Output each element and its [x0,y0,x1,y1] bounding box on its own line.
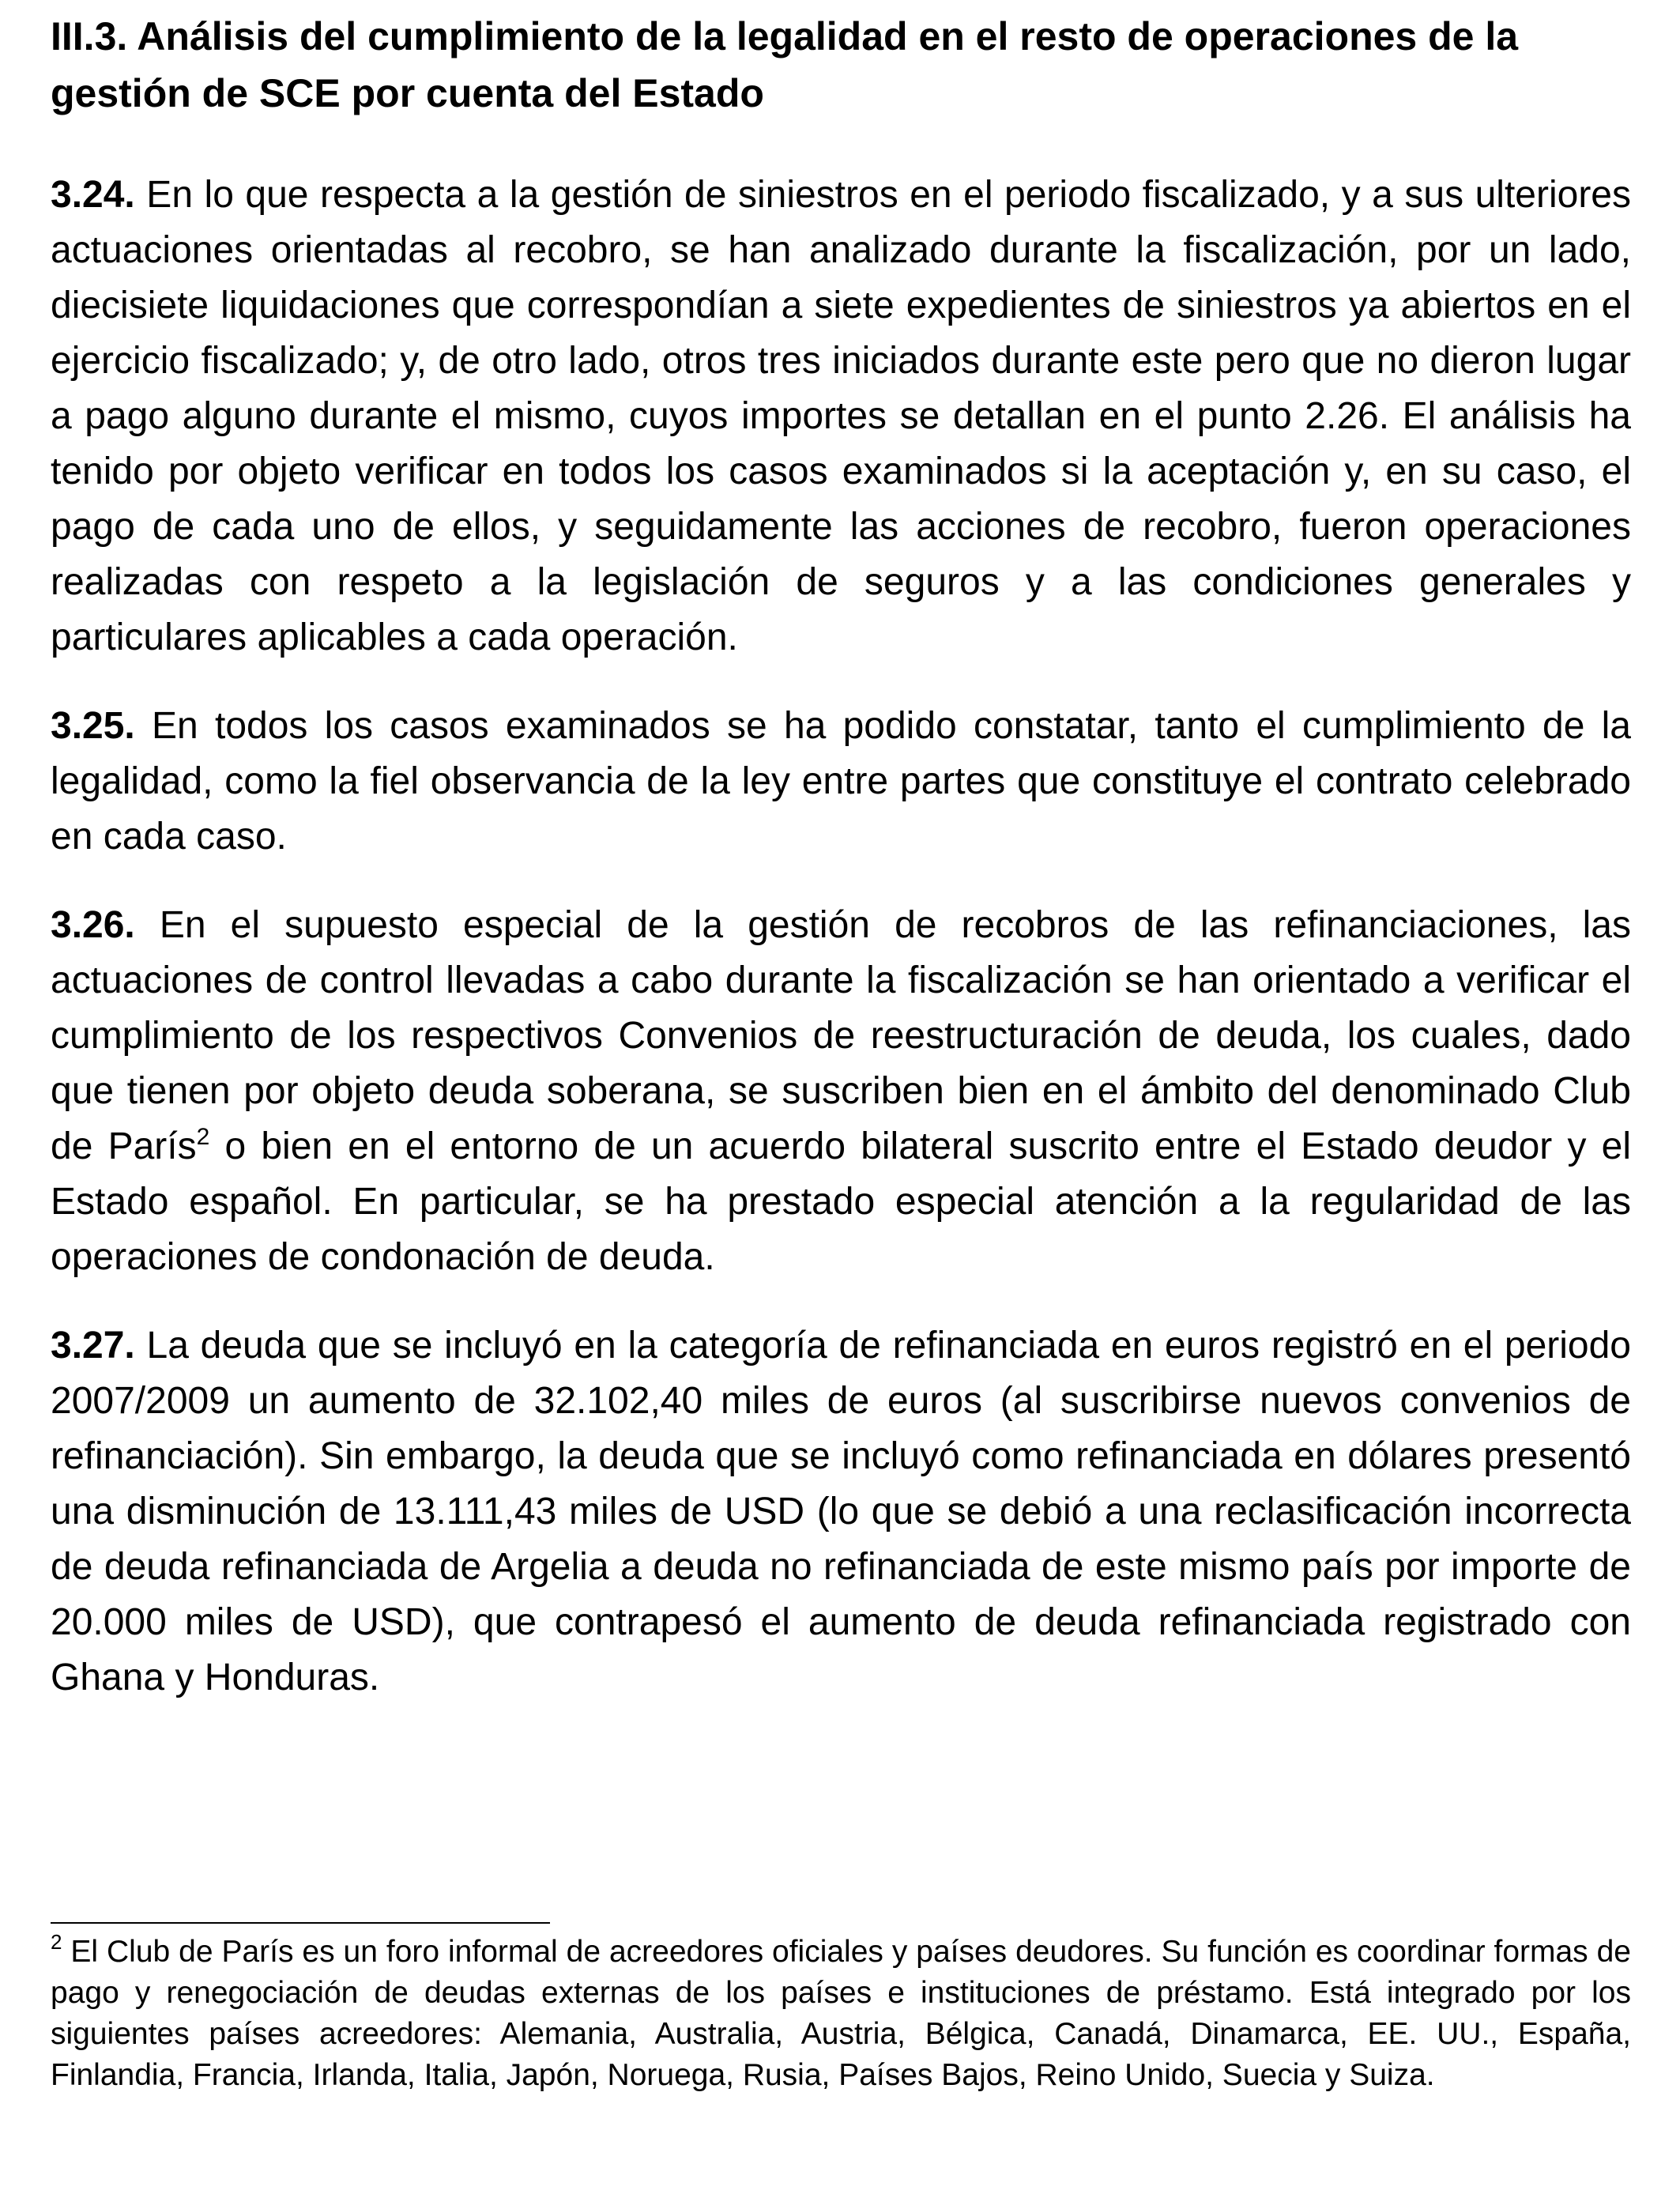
paragraph-number: 3.25. [51,705,135,747]
footnote-separator [51,1922,550,1924]
paragraph-text: En lo que respecta a la gestión de siniestros en el periodo fiscalizado, y a sus ulteriores actuaciones orientadas al recobro, se han analizado durante la fiscalización, por un lado, diecisiete liquidaciones que correspondían a siete expedientes de siniestros ya abiertos en el ejercicio fiscalizado; y, de otro lado, otros tres iniciados durante este pero que no dieron lugar a pago alguno durante el mismo, cuyos importes se detallan en el punto 2.26. El análisis ha tenido por objeto verificar en todos los casos examinados si la aceptación y, en su caso, el pago de cada uno de ellos, y seguidamente las acciones de recobro, fueron operaciones realizadas con respeto a la legislación de seguros y a las condiciones generales y particulares aplicables a cada operación. [51,174,1632,658]
paragraph-text-continued: o bien en el entorno de un acuerdo bilateral suscrito entre el Estado deudor y el Estado español. En particular, se ha prestado especial atención a la regularidad de las operaciones de condonación de deuda. [51,1125,1631,1278]
footnote-text: El Club de París es un foro informal de acreedores oficiales y países deudores. Su función es coordinar formas de pago y renegociación de deudas externas de los países e instituciones de préstamo. Está integrado por los siguientes países acreedores: Alemania, Australia, Austria, Bélgica, Canadá, Dinamarca, EE. UU., España, Finlandia, Francia, Irlanda, Italia, Japón, Noruega, Rusia, Países Bajos, Reino Unido, Suecia y Suiza. [51,1935,1631,2092]
paragraph-text: En el supuesto especial de la gestión de recobros de las refinanciaciones, las actuaciones de control llevadas a cabo durante la fiscalización se han orientado a verificar el cumplimiento de los respectivos Convenios de reestructuración de deuda, los cuales, dado que tienen por objeto deuda soberana, se suscriben bien en el ámbito del denominado Club de París [51,904,1632,1167]
document-page [51,0,1631,1706]
paragraph-text: En todos los casos examinados se ha podido constatar, tanto el cumplimiento de la legalidad, como la fiel observancia de la ley entre partes que constituye el contrato celebrado en cada caso. [51,705,1632,858]
paragraph-number: 3.24. [51,174,135,216]
paragraph-3-26 [51,898,1631,1285]
paragraph-3-27 [51,1318,1631,1706]
footnote-reference[interactable]: 2 [196,1124,210,1150]
footnote [51,1932,1631,2096]
paragraph-number: 3.26. [51,904,135,946]
section-title: III.3. Análisis del cumplimiento de la legalidad en el resto de operaciones de la gestión de SCE por cuenta del Estado [51,14,1519,115]
paragraph-text: La deuda que se incluyó en la categoría de refinanciada en euros registró en el periodo 2007/2009 un aumento de 32.102,40 miles de euros (al suscribirse nuevos convenios de refinanciación). Sin embargo, la deuda que se incluyó como refinanciada en dólares presentó una disminución de 13.111,43 miles de USD (lo que se debió a una reclasificación incorrecta de deuda refinanciada de Argelia a deuda no refinanciada de este mismo país por importe de 20.000 miles de USD), que contrapesó el aumento de deuda refinanciada registrado con Ghana y Honduras. [51,1325,1631,1698]
paragraph-number: 3.27. [51,1325,135,1367]
paragraph-3-24 [51,168,1631,665]
footnote-marker: 2 [51,1930,62,1954]
paragraph-3-25 [51,699,1631,865]
